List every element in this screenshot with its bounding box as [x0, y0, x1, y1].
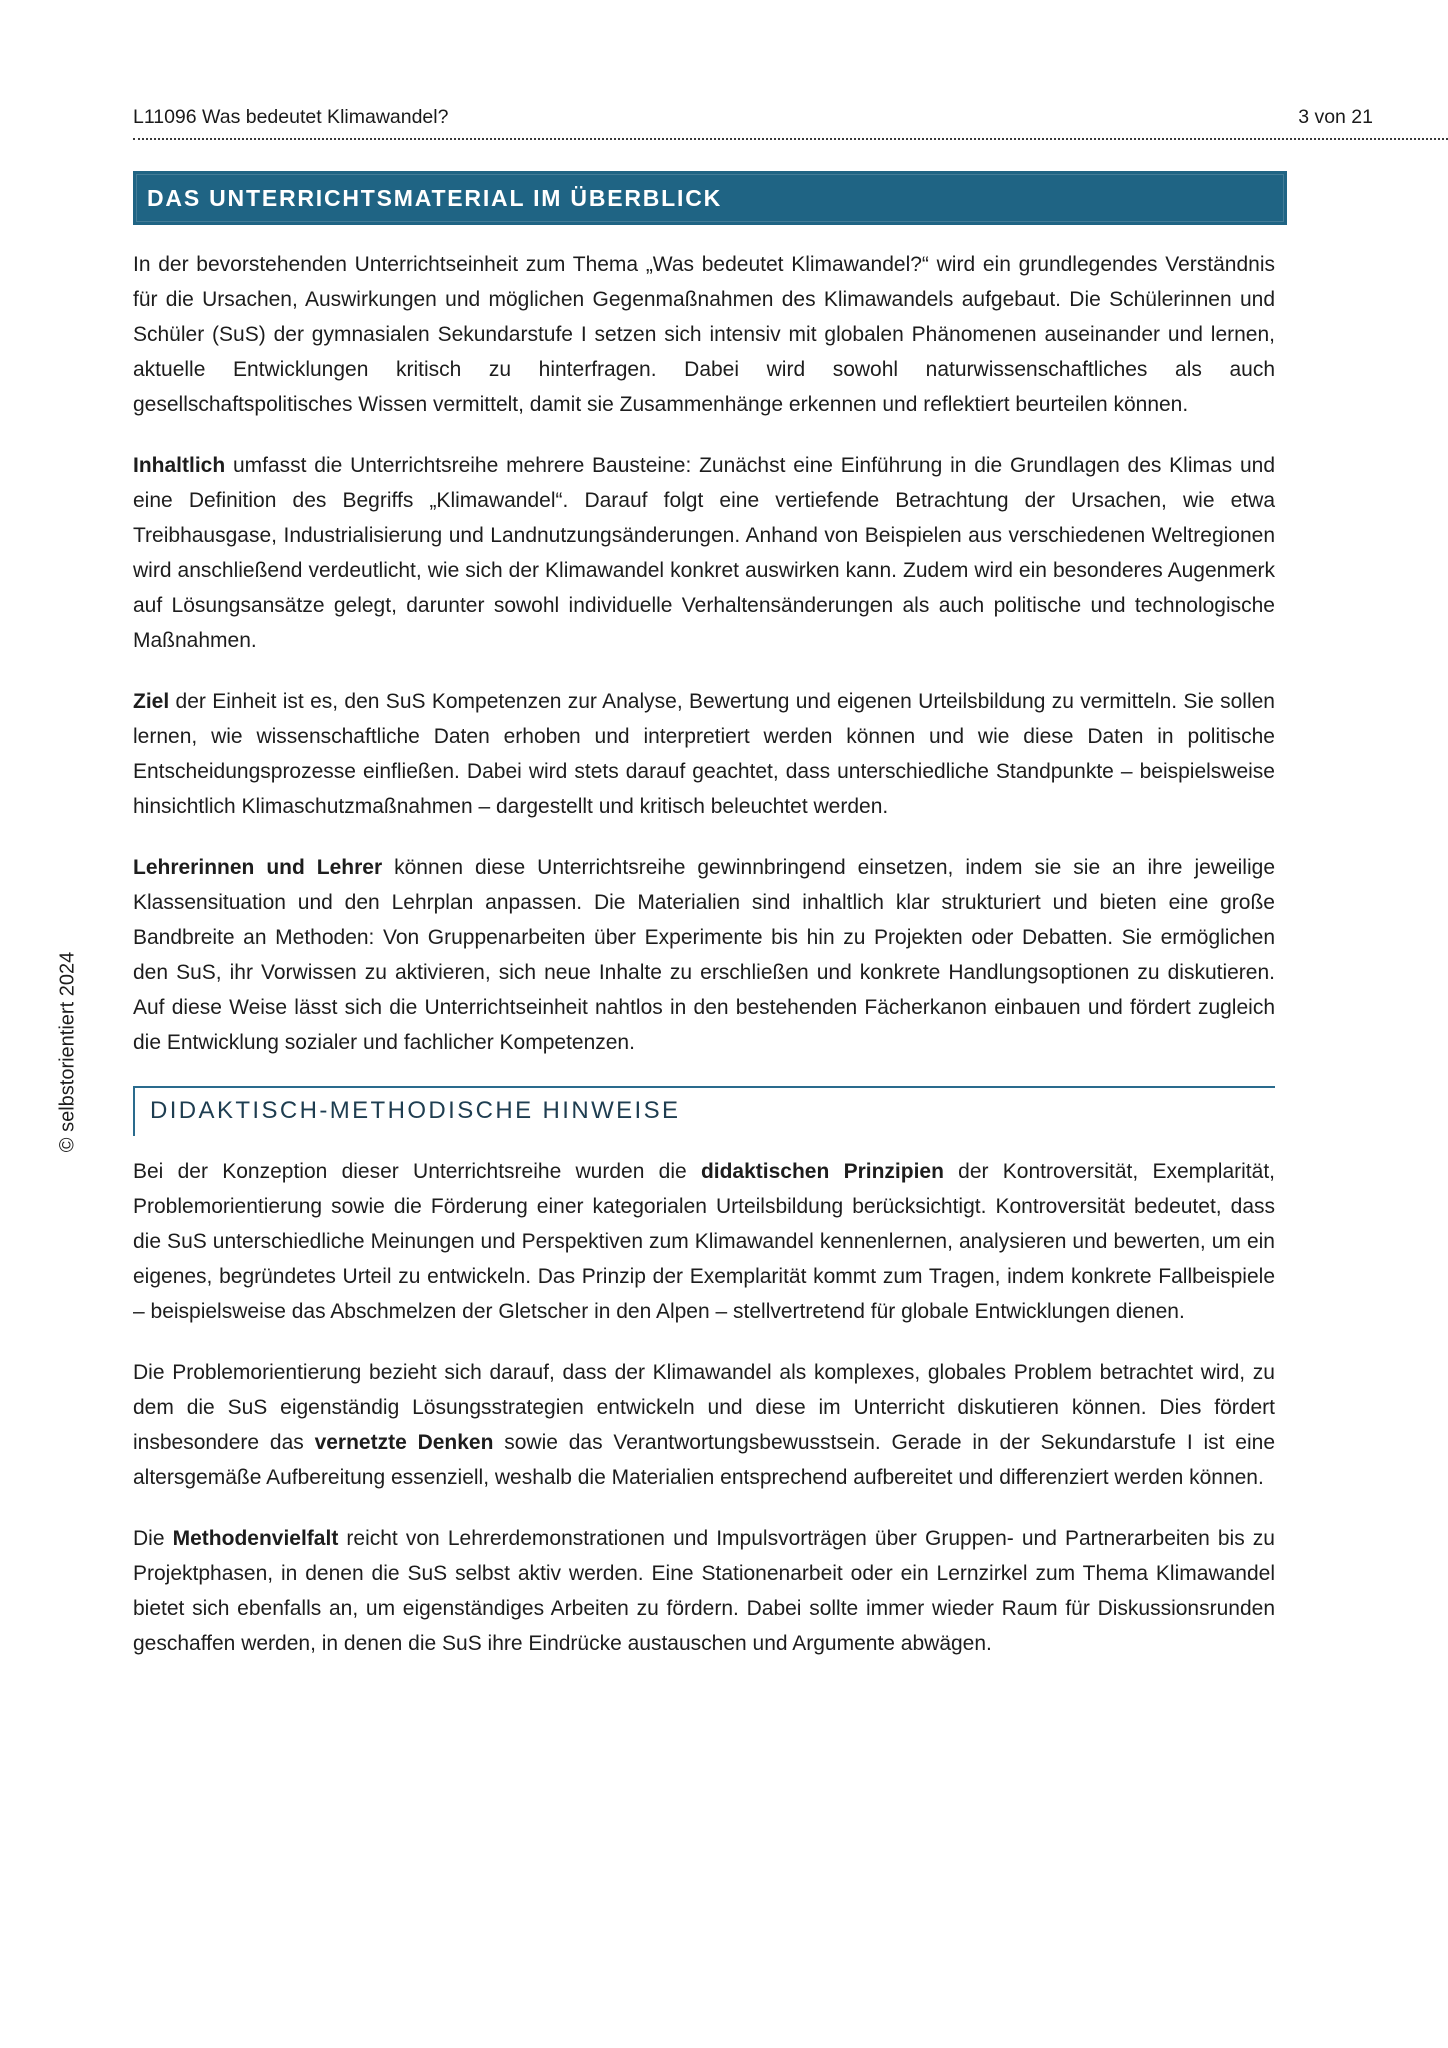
bold-text: Methodenvielfalt	[172, 1527, 339, 1550]
paragraph: Die Problemorientierung bezieht sich darauf, dass der Klimawandel als komplexes, globales Problem betrachtet wird, zu dem die SuS eigenständig Lösungsstrategien entwickeln und diese im Unterricht diskutieren können. Dies fördert insbesondere das vernetzte Denken sowie das Verantwortungsbewusstsein. Gerade in der Sekundarstufe I ist eine altersgemäße Aufbereitung essenziell, weshalb die Materialien entsprechend aufbereitet und differenziert werden können.	[133, 1361, 1276, 1489]
paragraph: Ziel der Einheit ist es, den SuS Kompetenzen zur Analyse, Bewertung und eigenen Urteilsbildung zu vermitteln. Sie sollen lernen, wie wissenschaftliche Daten erhoben und interpretiert werden können und wie diese Daten in politische Entscheidungsprozesse einfließen. Dabei wird stets darauf geachtet, dass unterschiedliche Standpunkte – beispielsweise hinsichtlich Klimaschutzmaßnahmen – dargestellt und kritisch beleuchtet werden.	[133, 690, 1275, 818]
doc-code: L11096 Was bedeutet Klimawandel?	[133, 106, 449, 128]
running-header	[133, 106, 1448, 140]
bold-text: Lehrerinnen und Lehrer	[133, 856, 383, 879]
paragraph: Die Methodenvielfalt reicht von Lehrerdemonstrationen und Impulsvorträgen über Gruppen- und Partnerarbeiten bis zu Projektphasen, in denen die SuS selbst aktiv werden. Eine Stationenarbeit oder ein Lernzirkel zum Thema Klimawandel bietet sich ebenfalls an, um eigenständiges Arbeiten zu fördern. Dabei sollte immer wieder Raum für Diskussionsrunden geschaffen werden, in denen die SuS ihre Eindrücke austauschen und Argumente abwägen.	[133, 1527, 1275, 1655]
section-banner-title: DAS UNTERRICHTSMATERIAL IM ÜBERBLICK	[147, 184, 723, 211]
paragraph: In der bevorstehenden Unterrichtseinheit zum Thema „Was bedeutet Klimawandel?“ wird ein grundlegendes Verständnis für die Ursachen, Auswirkungen und möglichen Gegenmaßnahmen des Klimawandels aufgebaut. Die Schülerinnen und Schüler (SuS) der gymnasialen Sekundarstufe I setzen sich intensiv mit globalen Phänomenen auseinander und lernen, aktuelle Entwicklungen kritisch zu hinterfragen. Dabei wird sowohl naturwissenschaftliches als auch gesellschaftspolitisches Wissen vermittelt, damit sie Zusammenhänge erkennen und reflektiert beurteilen können.	[133, 253, 1275, 416]
bold-text: vernetzte Denken	[314, 1431, 494, 1454]
paragraph: Bei der Konzeption dieser Unterrichtsreihe wurden die didaktischen Prinzipien der Kontroversität, Exemplarität, Problemorientierung sowie die Förderung einer kategorialen Urteilsbildung berücksichtigt. Kontroversität bedeutet, dass die SuS unterschiedliche Meinungen und Perspektiven zum Klimawandel kennenlernen, analysieren und bewerten, um ein eigenes, begründetes Urteil zu entwickeln. Das Prinzip der Exemplarität kommt zum Tragen, indem konkrete Fallbeispiele – beispielsweise das Abschmelzen der Gletscher in den Alpen – stellvertretend für globale Entwicklungen dienen.	[133, 1160, 1275, 1323]
section-banner	[133, 171, 1287, 225]
section-outlined-header	[133, 1086, 1275, 1136]
section-outlined-title: DIDAKTISCH-METHODISCHE HINWEISE	[150, 1097, 681, 1124]
bold-text: didaktischen Prinzipien	[700, 1160, 944, 1183]
side-copyright: © selbstorientiert 2024	[56, 951, 79, 1153]
bold-text: Ziel	[133, 690, 170, 713]
bold-text: Inhaltlich	[133, 454, 226, 477]
section-didactics-body	[133, 1154, 1275, 1661]
paragraph: Inhaltlich umfasst die Unterrichtsreihe mehrere Bausteine: Zunächst eine Einführung in die Grundlagen des Klimas und eine Definition des Begriffs „Klimawandel“. Darauf folgt eine vertiefende Betrachtung der Ursachen, wie etwa Treibhausgase, Industrialisierung und Landnutzungsänderungen. Anhand von Beispielen aus verschiedenen Weltregionen wird anschließend verdeutlicht, wie sich der Klimawandel konkret auswirken kann. Zudem wird ein besonderes Augenmerk auf Lösungsansätze gelegt, darunter sowohl individuelle Verhaltensänderungen als auch politische und technologische Maßnahmen.	[133, 454, 1275, 652]
content-column	[133, 171, 1275, 1687]
paragraph: Lehrerinnen und Lehrer können diese Unterrichtsreihe gewinnbringend einsetzen, indem sie sie an ihre jeweilige Klassensituation und den Lehrplan anpassen. Die Materialien sind inhaltlich klar strukturiert und bieten eine große Bandbreite an Methoden: Von Gruppenarbeiten über Experimente bis hin zu Projekten oder Debatten. Sie ermöglichen den SuS, ihr Vorwissen zu aktivieren, sich neue Inhalte zu erschließen und konkrete Handlungsoptionen zu diskutieren. Auf diese Weise lässt sich die Unterrichtseinheit nahtlos in den bestehenden Fächerkanon einbauen und fördert zugleich die Entwicklung sozialer und fachlicher Kompetenzen.	[133, 856, 1275, 1054]
page-number: 3 von 21	[1298, 106, 1373, 128]
section-overview-body	[133, 247, 1275, 1060]
